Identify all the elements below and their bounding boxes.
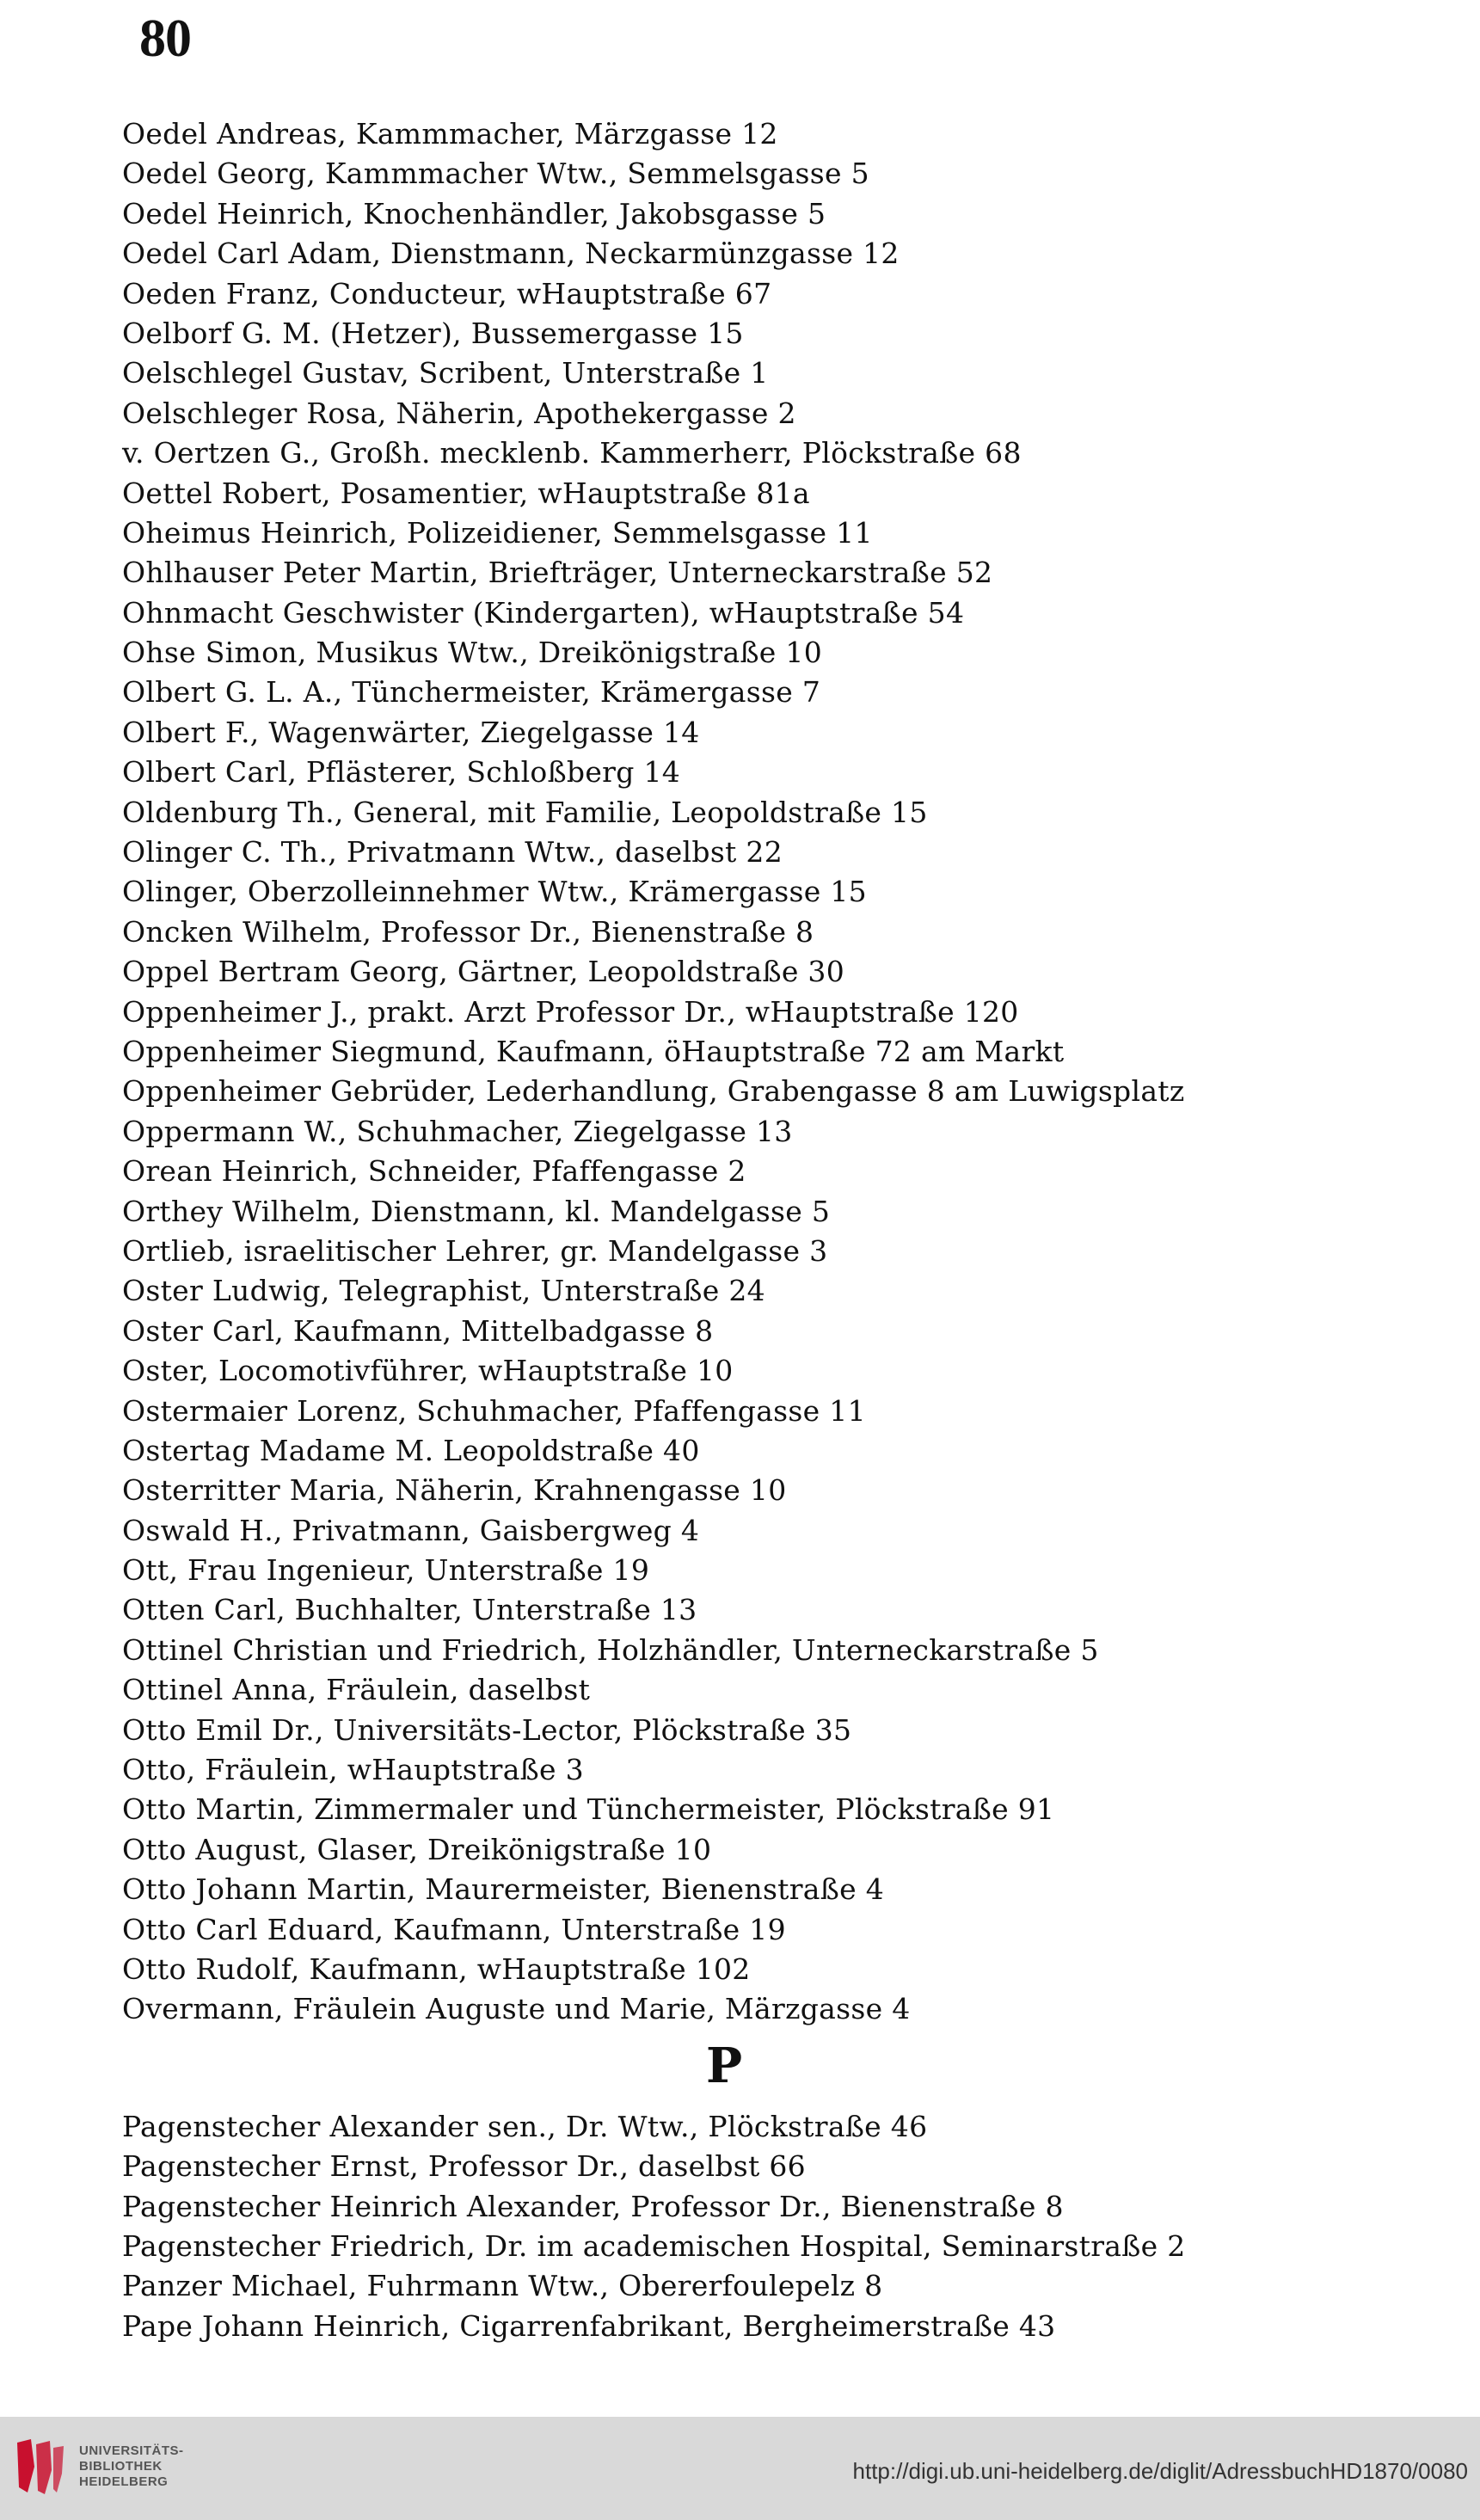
directory-entry: Oppenheimer J., prakt. Arzt Professor Dr., wHauptstraße 120 [122, 994, 1019, 1029]
directory-entry: Otto, Fräulein, wHauptstraße 3 [122, 1753, 584, 1787]
directory-entry: Ottinel Christian und Friedrich, Holzhändler, Unterneckarstraße 5 [122, 1632, 1099, 1667]
directory-entry: Panzer Michael, Fuhrmann Wtw., Obererfoulepelz 8 [122, 2269, 883, 2303]
directory-entry: Oelschlegel Gustav, Scribent, Unterstraße 1 [122, 356, 769, 390]
directory-entry: Otto Martin, Zimmermaler und Tünchermeister, Plöckstraße 91 [122, 1792, 1055, 1827]
directory-entry: Ostertag Madame M. Leopoldstraße 40 [122, 1433, 700, 1467]
directory-entry: Olinger, Oberzolleinnehmer Wtw., Krämergasse 15 [122, 875, 867, 909]
directory-entry: Oppel Bertram Georg, Gärtner, Leopoldstraße 30 [122, 955, 845, 989]
directory-entry: Oettel Robert, Posamentier, wHauptstraße 81a [122, 476, 810, 510]
library-name-line-1: UNIVERSITÄTS- [79, 2443, 184, 2458]
directory-entry: Oster Carl, Kaufmann, Mittelbadgasse 8 [122, 1313, 714, 1348]
directory-entry: Ott, Frau Ingenieur, Unterstraße 19 [122, 1553, 650, 1588]
library-name-line-2: BIBLIOTHEK [79, 2459, 163, 2474]
directory-entry: v. Oertzen G., Großh. mecklenb. Kammerherr, Plöckstraße 68 [122, 436, 1022, 470]
directory-entry: Oedel Georg, Kammmacher Wtw., Semmelsgasse 5 [122, 157, 869, 191]
directory-entry: Orean Heinrich, Schneider, Pfaffengasse 2 [122, 1154, 746, 1189]
section-p-entries [122, 2107, 1412, 2346]
directory-entry: Pagenstecher Ernst, Professor Dr., daselbst 66 [122, 2149, 806, 2184]
section-heading-p: P [705, 2037, 743, 2094]
directory-entry: Ohnmacht Geschwister (Kindergarten), wHauptstraße 54 [122, 595, 965, 630]
directory-entry: Ostermaier Lorenz, Schuhmacher, Pfaffengasse 11 [122, 1393, 866, 1428]
section-o-entries [122, 114, 1412, 2030]
directory-entry: Ottinel Anna, Fräulein, daselbst [122, 1673, 591, 1707]
directory-entry: Oster, Locomotivführer, wHauptstraße 10 [122, 1354, 734, 1388]
directory-entry: Oster Ludwig, Telegraphist, Unterstraße 24 [122, 1274, 765, 1308]
directory-entry: Oedel Andreas, Kammmacher, Märzgasse 12 [122, 117, 778, 151]
directory-entry: Pape Johann Heinrich, Cigarrenfabrikant, Bergheimerstraße 43 [122, 2308, 1056, 2343]
directory-entry: Oncken Wilhelm, Professor Dr., Bienenstraße 8 [122, 914, 814, 949]
library-name [79, 2443, 184, 2490]
directory-entry: Orthey Wilhelm, Dienstmann, kl. Mandelgasse 5 [122, 1194, 831, 1228]
directory-entries [122, 114, 1412, 2346]
directory-entry: Oppenheimer Gebrüder, Lederhandlung, Grabengasse 8 am Luwigsplatz [122, 1074, 1185, 1109]
directory-entry: Oedel Heinrich, Knochenhändler, Jakobsgasse 5 [122, 196, 826, 230]
directory-entry: Oelborf G. M. (Hetzer), Bussemergasse 15 [122, 316, 744, 350]
library-seal-icon [12, 2436, 67, 2498]
directory-entry: Overmann, Fräulein Auguste und Marie, Märzgasse 4 [122, 1992, 911, 2026]
directory-entry: Oelschleger Rosa, Näherin, Apothekergasse 2 [122, 396, 796, 430]
directory-entry: Osterritter Maria, Näherin, Krahnengasse 10 [122, 1473, 787, 1508]
directory-entry: Oppenheimer Siegmund, Kaufmann, öHauptstraße 72 am Markt [122, 1034, 1065, 1068]
library-logo[interactable] [12, 2436, 184, 2498]
directory-entry: Pagenstecher Friedrich, Dr. im academischen Hospital, Seminarstraße 2 [122, 2228, 1186, 2263]
directory-entry: Otto Carl Eduard, Kaufmann, Unterstraße 19 [122, 1912, 786, 1946]
directory-entry: Olbert G. L. A., Tünchermeister, Krämergasse 7 [122, 675, 821, 710]
directory-entry: Ohlhauser Peter Martin, Briefträger, Unterneckarstraße 52 [122, 556, 993, 590]
directory-entry: Ohse Simon, Musikus Wtw., Dreikönigstraße 10 [122, 636, 823, 670]
directory-entry: Otto Rudolf, Kaufmann, wHauptstraße 102 [122, 1951, 751, 1986]
directory-entry: Oheimus Heinrich, Polizeidiener, Semmelsgasse 11 [122, 515, 873, 550]
library-name-line-3: HEIDELBERG [79, 2474, 169, 2489]
directory-entry: Oldenburg Th., General, mit Familie, Leopoldstraße 15 [122, 795, 928, 829]
directory-entry: Olinger C. Th., Privatmann Wtw., daselbst 22 [122, 835, 783, 870]
page-number: 80 [139, 9, 191, 68]
directory-entry: Oeden Franz, Conducteur, wHauptstraße 67 [122, 276, 772, 310]
directory-entry: Olbert Carl, Pflästerer, Schloßberg 14 [122, 755, 681, 790]
directory-entry: Pagenstecher Heinrich Alexander, Professor Dr., Bienenstraße 8 [122, 2189, 1064, 2223]
directory-entry: Otto Johann Martin, Maurermeister, Bienenstraße 4 [122, 1872, 885, 1907]
directory-entry: Otto August, Glaser, Dreikönigstraße 10 [122, 1832, 712, 1866]
directory-entry: Oppermann W., Schuhmacher, Ziegelgasse 13 [122, 1114, 793, 1148]
directory-entry: Ortlieb, israelitischer Lehrer, gr. Mandelgasse 3 [122, 1233, 828, 1268]
source-url-link[interactable]: http://digi.ub.uni-heidelberg.de/diglit/AdressbuchHD1870/0080 [852, 2458, 1468, 2484]
directory-entry: Otto Emil Dr., Universitäts-Lector, Plöckstraße 35 [122, 1712, 852, 1747]
directory-entry: Oswald H., Privatmann, Gaisbergweg 4 [122, 1513, 700, 1547]
directory-entry: Pagenstecher Alexander sen., Dr. Wtw., Plöckstraße 46 [122, 2109, 928, 2143]
directory-entry: Otten Carl, Buchhalter, Unterstraße 13 [122, 1593, 697, 1627]
directory-entry: Oedel Carl Adam, Dienstmann, Neckarmünzgasse 12 [122, 237, 900, 271]
footer-bar [0, 2417, 1480, 2520]
directory-entry: Olbert F., Wagenwärter, Ziegelgasse 14 [122, 715, 700, 749]
